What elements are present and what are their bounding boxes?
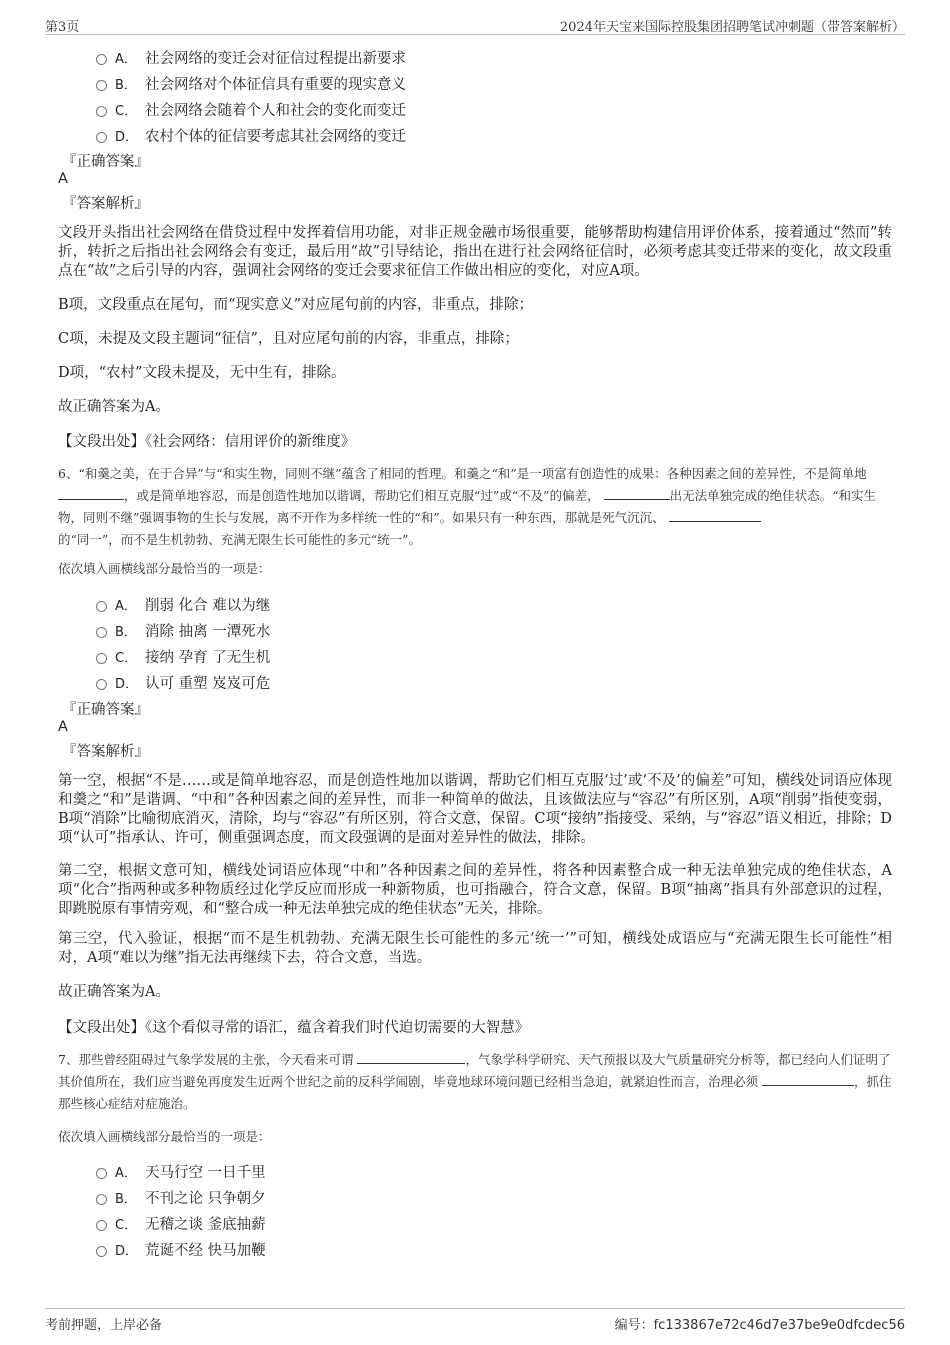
q5-analysis-4: D项，“农村”文段未提及，无中生有，排除。 [58, 365, 346, 381]
radio-icon[interactable] [96, 679, 107, 690]
radio-icon[interactable] [96, 1194, 107, 1205]
q6-options [96, 591, 270, 695]
radio-icon[interactable] [96, 627, 107, 638]
document-code: 编号：fc133867e72c46d7e37be9e0dfcdec56 [614, 1318, 905, 1333]
q5-options [96, 44, 406, 148]
radio-icon[interactable] [96, 1220, 107, 1231]
q6-prompt: 依次填入画横线部分最恰当的一项是： [58, 561, 271, 576]
q6-option-c[interactable]: C． 接纳 孕育 了无生机 [96, 643, 270, 669]
radio-icon[interactable] [96, 106, 107, 117]
page-header [45, 10, 905, 35]
q5-analysis-5: 故正确答案为A。 [58, 399, 170, 415]
q7-prompt: 依次填入画横线部分最恰当的一项是： [58, 1129, 271, 1144]
radio-icon[interactable] [96, 653, 107, 664]
q5-analysis-1: 文段开头指出社会网络在借贷过程中发挥着信用功能，对非正规金融市场很重要，能够帮助构建信用评价体系，接着通过“然而”转折，转折之后指出社会网络会有变迁，最后用“故”引导结论，指出在进行社会网络征信时，必须考虑其变迁带来的变化，故文段重点在“故”之后引导的内容，强调社会网络的变迁会要求征信工作做出相应的变化，对应A项。 [58, 225, 892, 279]
q6-source: 【文段出处】《这个看似寻常的语汇，蕴含着我们时代迫切需要的大智慧》 [58, 1020, 530, 1036]
q5-analysis-label: 『答案解析』 [62, 196, 149, 212]
radio-icon[interactable] [96, 1168, 107, 1179]
q5-analysis-2: B项，文段重点在尾句，而“现实意义”对应尾句前的内容，非重点，排除； [58, 297, 533, 313]
q5-option-d[interactable]: D． 农村个体的征信要考虑其社会网络的变迁 [96, 122, 406, 148]
blank-3 [669, 507, 761, 522]
footer-slogan: 考前押题，上岸必备 [45, 1318, 163, 1333]
q7-option-d[interactable]: D． 荒诞不经 快马加鞭 [96, 1236, 266, 1262]
q5-answer-label: 『正确答案』 [62, 154, 149, 170]
q5-option-b[interactable]: B． 社会网络对个体征信具有重要的现实意义 [96, 70, 406, 96]
q6-analysis-3: 第三空，代入验证，根据“而不是生机勃勃、充满无限生长可能性的多元‘统一’”可知，横线处成语应与“充满无限生长可能性”相对，A项“难以为继”指无法再继续下去，符合文意，当选。 [58, 931, 892, 966]
page-footer [45, 1308, 905, 1339]
q6-answer: A [58, 719, 68, 735]
blank-2 [604, 485, 670, 500]
document-title: 2024年天宝来国际控股集团招聘笔试冲刺题（带答案解析） [559, 20, 905, 35]
q7-options [96, 1158, 266, 1262]
blank-1 [58, 485, 124, 500]
q5-answer: A [58, 171, 68, 187]
q5-option-a[interactable]: A． 社会网络的变迁会对征信过程提出新要求 [96, 44, 406, 70]
q6-analysis-1: 第一空，根据“不是……或是简单地容忍，而是创造性地加以谐调，帮助它们相互克服‘过’或‘不及’的偏差”可知，横线处词语应体现和羹之“和”是谐调、“中和”各种因素之间的差异性，而非一种简单的做法，且该做法应与“容忍”有所区别，A项“削弱”指使变弱，B项“消除”比喻彻底消灭，清除，均与“容忍”有所区别，符合文意，保留。C项“接纳”指接受、采纳，与“容忍”语义相近，排除；D项“认可”指承认、许可，侧重强调态度，而文段强调的是面对差异性的做法，排除。 [58, 773, 892, 846]
q7-option-a[interactable]: A． 天马行空 一日千里 [96, 1158, 266, 1184]
radio-icon[interactable] [96, 601, 107, 612]
page-number: 第3页 [45, 20, 80, 35]
q7-option-b[interactable]: B． 不刊之论 只争朝夕 [96, 1184, 266, 1210]
radio-icon[interactable] [96, 1246, 107, 1257]
q6-option-d[interactable]: D． 认可 重塑 岌岌可危 [96, 669, 270, 695]
q5-source: 【文段出处】《社会网络：信用评价的新维度》 [58, 434, 356, 450]
radio-icon[interactable] [96, 54, 107, 65]
q6-analysis-label: 『答案解析』 [62, 744, 149, 760]
q7-stem: 7、那些曾经阻碍过气象学发展的主张，今天看来可谓 ，气象学科学研究、天气预报以及大气质量研究分析等，都已经向人们证明了其价值所在，我们应当避免再度发生近两个世纪之前的反科学闹剧，毕竟地球环境问题已经相当急迫，就紧迫性而言，治理必须 ，抓住那些核心症结对症施治。 [58, 1049, 892, 1115]
radio-icon[interactable] [96, 132, 107, 143]
q6-analysis-4: 故正确答案为A。 [58, 984, 170, 1000]
q5-option-c[interactable]: C． 社会网络会随着个人和社会的变化而变迁 [96, 96, 406, 122]
q6-option-a[interactable]: A． 削弱 化合 难以为继 [96, 591, 270, 617]
q7-option-c[interactable]: C． 无稽之谈 釜底抽薪 [96, 1210, 266, 1236]
q6-option-b[interactable]: B． 消除 抽离 一潭死水 [96, 617, 270, 643]
q5-analysis-3: C项，未提及文段主题词“征信”，且对应尾句前的内容，非重点，排除； [58, 331, 519, 347]
q6-analysis-2: 第二空，根据文意可知，横线处词语应体现“中和”各种因素之间的差异性，将各种因素整合成一种无法单独完成的绝佳状态，A项“化合”指两种或多种物质经过化学反应而形成一种新物质，也可指融合，符合文意，保留。B项“抽离”指具有外部意识的过程，即跳脱原有事情旁观，和“整合成一种无法单独完成的绝佳状态”无关，排除。 [58, 863, 892, 917]
blank-1 [357, 1049, 465, 1064]
blank-2 [762, 1071, 854, 1086]
q6-answer-label: 『正确答案』 [62, 702, 149, 718]
radio-icon[interactable] [96, 80, 107, 91]
q6-stem: 6、“和羹之美，在于合异”与“和实生物，同则不继”蕴含了相同的哲理。和羹之“和”是一项富有创造性的成果：各种因素之间的差异性，不是简单地 ，或是简单地容忍，而是创造性地加以谐调，帮助它们相互克服“过”或“不及”的偏差， 出无法单独完成的绝佳状态。“和实生物，同则不继”强调事物的生长与发展，离不开作为多样统一性的“和”。如果只有一种东西，那就是死气沉沉、 的“同一”，而不是生机勃勃、充满无限生长可能性的多元“统一”。 [58, 466, 876, 547]
